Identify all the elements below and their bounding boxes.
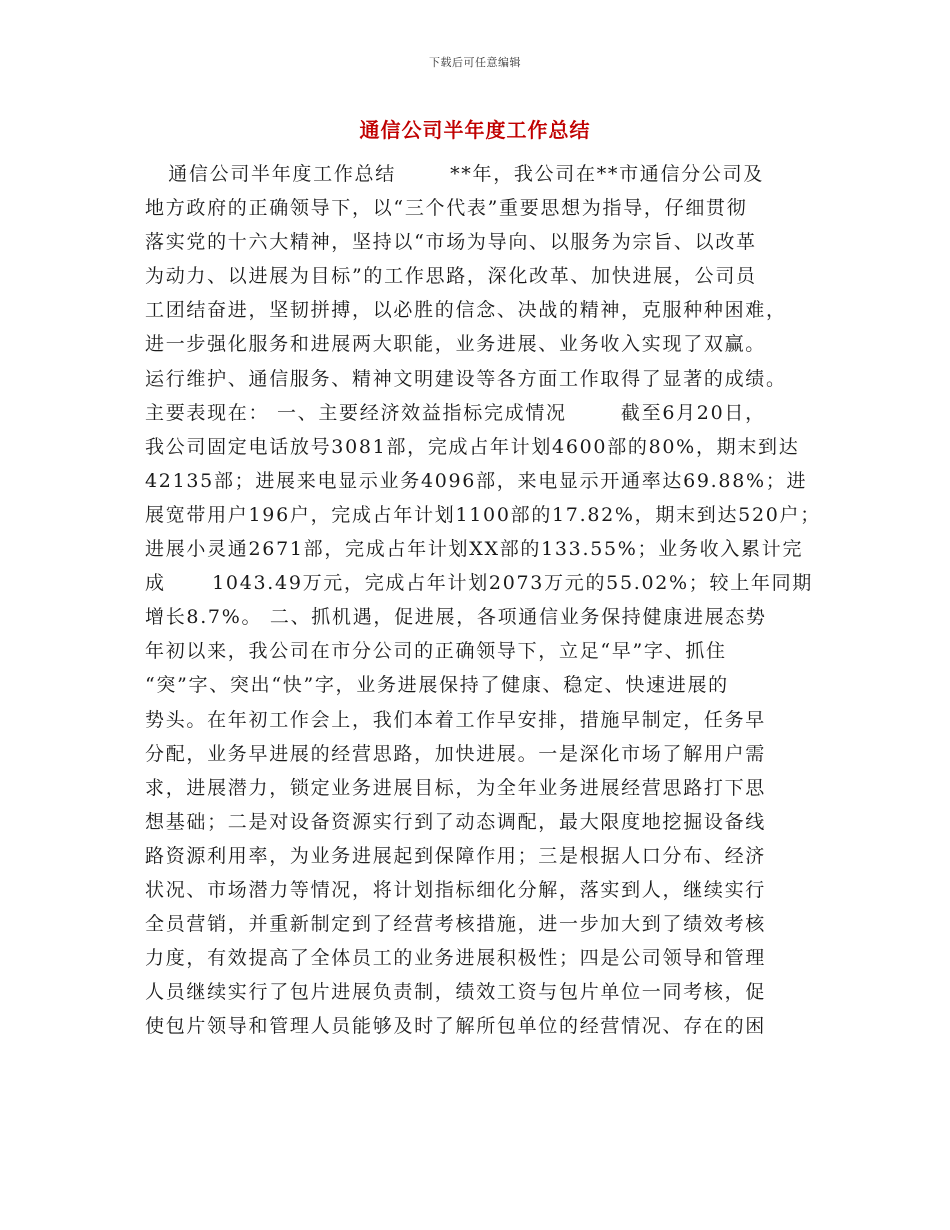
body-line: 年初以来，我公司在市分公司的正确领导下，立足“早”字、抓住: [145, 640, 727, 663]
body-line: 我公司固定电话放号3081部，完成占年计划4600部的80%，期末到达: [145, 435, 800, 458]
body-line: 人员继续实行了包片进展负责制，绩效工资与包片单位一同考核，促: [145, 981, 767, 1004]
body-line: 运行维护、通信服务、精神文明建设等各方面工作取得了显著的成绩。: [145, 367, 787, 390]
body-line: 想基础；二是对设备资源实行到了动态调配，最大限度地挖掘设备线: [145, 810, 767, 833]
document-title: 通信公司半年度工作总结: [359, 118, 591, 142]
body-line: 展宽带用户196户，完成占年计划1100部的17.82%，期末到达520户；: [145, 503, 821, 526]
body-line: 力度，有效提高了全体员工的业务进展积极性；四是公司领导和管理: [145, 947, 767, 970]
body-line: 42135部；进展来电显示业务4096部，来电显示开通率达69.88%；进: [145, 469, 808, 492]
document-body: [145, 157, 825, 1043]
body-line: 全员营销，并重新制定到了经营考核措施，进一步加大到了绩效考核: [145, 913, 767, 936]
body-line: 主要表现在： 一、主要经济效益指标完成情况 截至6月20日，: [145, 401, 766, 424]
body-line: 状况、市场潜力等情况，将计划指标细化分解，落实到人，继续实行: [145, 878, 767, 901]
body-line: 为动力、以进展为目标”的工作思路，深化改革、加快进展，公司员: [145, 265, 757, 288]
body-line: 进展小灵通2671部，完成占年计划XX部的133.55%；业务收入累计完: [145, 538, 804, 561]
body-line: 使包片领导和管理人员能够及时了解所包单位的经营情况、存在的困: [145, 1015, 767, 1038]
body-line: 地方政府的正确领导下，以“三个代表”重要思想为指导，仔细贯彻: [145, 197, 748, 220]
body-line: 增长8.7%。 二、抓机遇，促进展，各项通信业务保持健康进展态势: [145, 606, 767, 629]
body-line: 通信公司半年度工作总结 **年，我公司在**市通信分公司及: [145, 163, 764, 185]
body-line: 进一步强化服务和进展两大职能，业务进展、业务收入实现了双赢。: [145, 333, 767, 356]
body-line: 工团结奋进，坚韧拼搏，以必胜的信念、决战的精神，克服种种困难，: [145, 299, 787, 322]
body-line: 势头。在年初工作会上，我们本着工作早安排，措施早制定，任务早: [145, 708, 767, 731]
body-line: 成 1043.49万元，完成占年计划2073万元的55.02%；较上年同期: [145, 572, 814, 595]
body-line: 路资源利用率，为业务进展起到保障作用；三是根据人口分布、经济: [145, 844, 767, 867]
body-line: 落实党的十六大精神，坚持以“市场为导向、以服务为宗旨、以改革: [145, 231, 757, 254]
page-header-note: 下载后可任意编辑: [429, 56, 521, 69]
body-line: “突”字、突出“快”字，业务进展保持了健康、稳定、快速进展的: [145, 674, 729, 697]
body-line: 求，进展潜力，锁定业务进展目标，为全年业务进展经营思路打下思: [145, 776, 767, 799]
body-line: 分配，业务早进展的经营思路，加快进展。一是深化市场了解用户需: [145, 742, 767, 765]
